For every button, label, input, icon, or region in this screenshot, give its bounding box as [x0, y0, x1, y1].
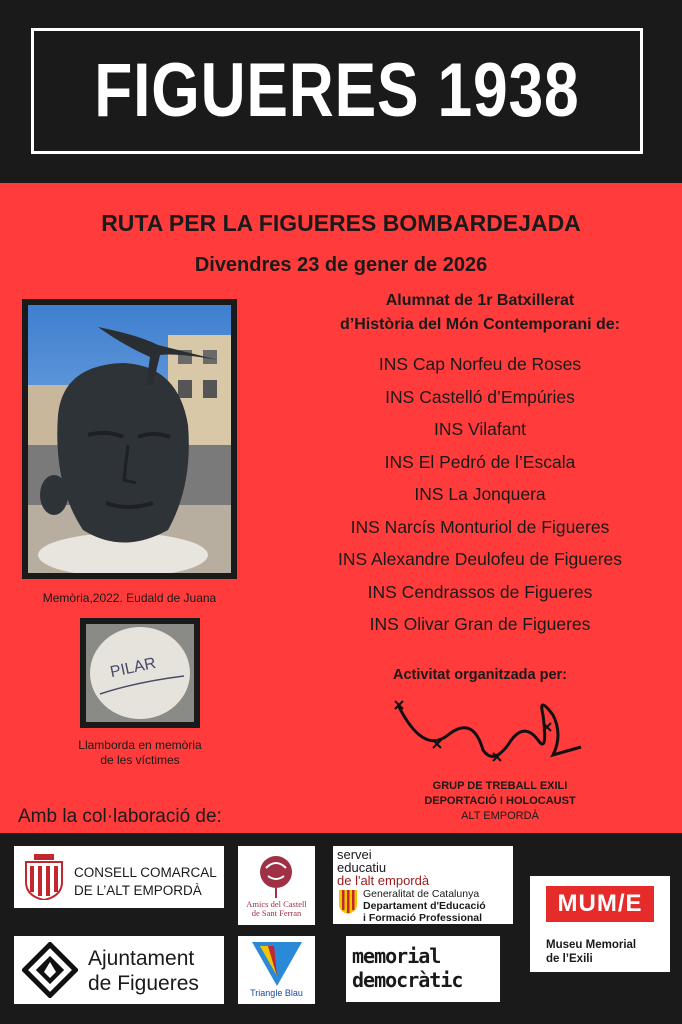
stone-photo: [80, 618, 200, 728]
school-item: INS Vilafant: [433, 419, 527, 439]
participants-intro-line1: Alumnat de 1r Batxillerat: [385, 292, 575, 309]
mume-logo: [530, 876, 670, 972]
triangle-text: Triangle Blau: [250, 988, 303, 998]
school-item: INS Olivar Gran de Figueres: [369, 614, 591, 634]
servei-line2: educatiu: [337, 860, 387, 875]
consell-shield-icon: [22, 854, 66, 900]
consell-comarcal-logo: [14, 846, 224, 908]
collaboration-label: Amb la col·laboració de:: [18, 806, 222, 827]
title-frame: [31, 28, 643, 154]
event-subtitle: RUTA PER LA FIGUERES BOMBARDEJADA: [101, 210, 581, 236]
memorial-line2: democràtic: [352, 968, 463, 992]
ajuntament-text: [88, 946, 199, 996]
consell-text: [74, 864, 217, 900]
generalitat-line3: i Formació Professional: [363, 912, 483, 924]
barbed-wire-icon: [393, 695, 583, 775]
triangle-blau-logo: [238, 936, 315, 1004]
amics-line1: Amics del Castell: [246, 899, 307, 909]
participants-intro-line2: d’Història del Món Contemporani de:: [339, 316, 620, 333]
organizer-line2: DEPORTACIÓ I HOLOCAUST: [424, 795, 576, 807]
generalitat-shield-icon: [339, 890, 357, 914]
rose-icon: [254, 852, 299, 898]
school-item: INS El Pedró de l’Escala: [384, 451, 576, 472]
stone-caption: [40, 738, 240, 768]
servei-line3: de l'alt empordà: [337, 873, 430, 888]
amics-castell-logo: [238, 846, 315, 925]
school-item: INS La Jonquera: [414, 484, 546, 504]
amics-line2: de Sant Ferran: [251, 908, 302, 918]
poster-title: FIGUERES 1938: [94, 48, 580, 133]
memorial-democratic-logo: [346, 936, 500, 1002]
organizer-group: [380, 779, 620, 824]
school-item: INS Alexandre Deulofeu de Figueres: [337, 549, 623, 569]
stone-caption-line1: Llamborda en memòria: [78, 738, 202, 752]
sculpture-photo: [22, 299, 237, 579]
event-date: Divendres 23 de gener de 2026: [194, 254, 488, 276]
memorial-line1: memorial: [352, 944, 441, 968]
sculpture-caption: Memòria,2022. Eudald de Juana: [42, 591, 217, 605]
servei-line1: servei: [337, 847, 372, 862]
consell-line1: CONSELL COMARCAL: [74, 865, 217, 880]
school-item: INS Cap Norfeu de Roses: [378, 354, 582, 374]
consell-line2: DE L’ALT EMPORDÀ: [74, 883, 202, 898]
generalitat-line2: Departament d'Educació: [363, 900, 486, 912]
mume-text: [546, 938, 636, 966]
servei-educatiu-logo: [333, 846, 513, 924]
organizer-region: ALT EMPORDÀ: [461, 810, 539, 822]
school-list: [290, 348, 670, 641]
mume-wordmark: MUM/E: [546, 886, 654, 922]
school-item: INS Cendrassos de Figueres: [367, 581, 593, 602]
ajuntament-line1: Ajuntament: [88, 947, 195, 970]
memorial-stone-image: [86, 624, 194, 722]
organizer-label: Activitat organitzada per:: [392, 667, 568, 683]
organizer-line1: GRUP DE TREBALL EXILI: [432, 780, 568, 792]
sculpture-image: [28, 305, 231, 573]
ajuntament-emblem-icon: [22, 942, 78, 998]
ajuntament-line2: de Figueres: [88, 972, 199, 995]
ajuntament-logo: [14, 936, 224, 1004]
mume-line1: Museu Memorial: [546, 939, 637, 951]
participants-intro: [290, 289, 670, 337]
mume-line2: de l’Exili: [546, 953, 593, 965]
stone-caption-line2: de les víctimes: [100, 753, 180, 767]
amics-text: [238, 900, 315, 918]
triangle-icon: [252, 942, 302, 986]
generalitat-text: [363, 888, 486, 924]
header-band: [0, 0, 682, 183]
stone-inscription: PILAR: [108, 654, 158, 682]
school-item: INS Castelló d’Empúries: [385, 386, 575, 407]
generalitat-line1: Generalitat de Catalunya: [363, 888, 480, 900]
school-item: INS Narcís Monturiol de Figueres: [350, 516, 610, 537]
